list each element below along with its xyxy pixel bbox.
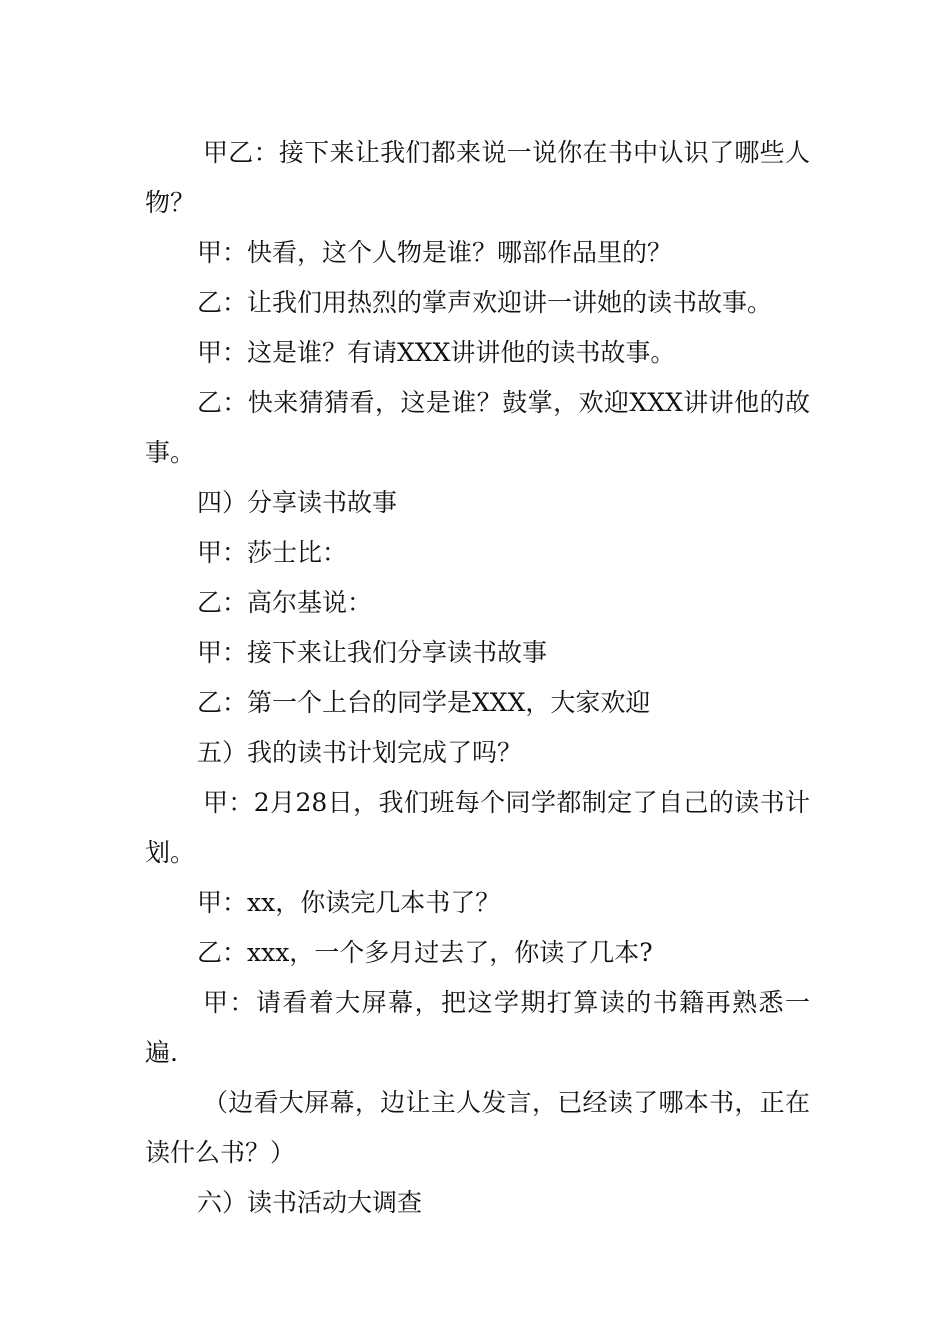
- paragraph: 乙：快来猜猜看，这是谁？鼓掌，欢迎XXX讲讲他的故事。: [145, 388, 810, 467]
- paragraph: 乙：第一个上台的同学是XXX，大家欢迎: [197, 688, 651, 717]
- paragraph: 乙：xxx，一个多月过去了，你读了几本?: [197, 938, 653, 967]
- section-heading: 四）分享读书故事: [197, 488, 398, 517]
- paragraph: 甲：这是谁？有请XXX讲讲他的读书故事。: [197, 338, 676, 367]
- section-heading: 六）读书活动大调查: [197, 1188, 423, 1217]
- section-heading: 五）我的读书计划完成了吗？: [197, 738, 523, 767]
- paragraph: 甲：xx，你读完几本书了？: [197, 888, 501, 917]
- paragraph: 甲：2月28日，我们班每个同学都制定了自己的读书计划。: [145, 788, 810, 867]
- paragraph: 甲：莎士比：: [197, 538, 348, 567]
- document-body: [145, 128, 810, 1228]
- paragraph: 乙：让我们用热烈的掌声欢迎讲一讲她的读书故事。: [197, 288, 773, 317]
- paragraph: 乙：高尔基说：: [197, 588, 373, 617]
- paragraph: 甲：快看，这个人物是谁？哪部作品里的？: [197, 238, 673, 267]
- paragraph: 甲乙：接下来让我们都来说一说你在书中认识了哪些人物？: [145, 138, 810, 217]
- paragraph: （边看大屏幕，边让主人发言，已经读了哪本书，正在读什么书？）: [145, 1088, 810, 1167]
- paragraph: 甲：请看着大屏幕，把这学期打算读的书籍再熟悉一遍.: [145, 988, 810, 1067]
- paragraph: 甲：接下来让我们分享读书故事: [197, 638, 548, 667]
